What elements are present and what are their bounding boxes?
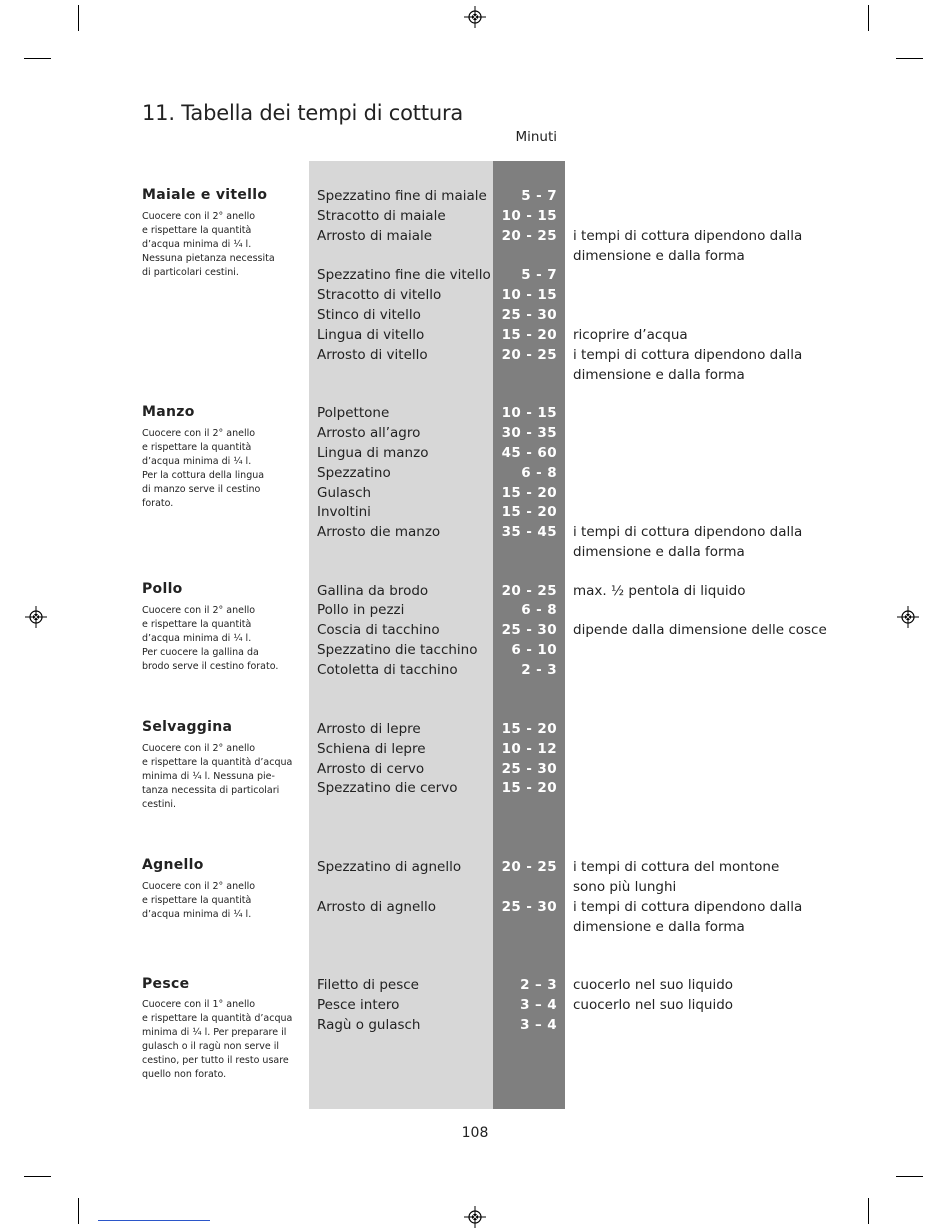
cooking-minutes: 15 - 20 bbox=[501, 485, 557, 501]
dish-name: Involtini bbox=[317, 504, 371, 520]
cooking-minutes: 2 – 3 bbox=[520, 977, 557, 993]
dish-name: Schiena di lepre bbox=[317, 741, 426, 757]
category-title: Agnello bbox=[142, 857, 204, 873]
cooking-minutes: 25 - 30 bbox=[501, 761, 557, 777]
cooking-minutes: 10 - 15 bbox=[501, 208, 557, 224]
dish-name: Stinco di vitello bbox=[317, 307, 421, 323]
dish-name: Arrosto all’agro bbox=[317, 425, 421, 441]
cooking-minutes: 6 - 8 bbox=[521, 465, 557, 481]
dish-name: Cotoletta di tacchino bbox=[317, 662, 458, 678]
dish-name: Spezzatino die cervo bbox=[317, 780, 458, 796]
cooking-minutes: 3 – 4 bbox=[520, 1017, 557, 1033]
cooking-minutes: 3 – 4 bbox=[520, 997, 557, 1013]
category-description: Cuocere con il 1° anello e rispettare la quantità d’acqua minima di ¼ l. Per preparare il gulasch o il ragù non serve il cestino, per tutto il resto usare quello non forato. bbox=[142, 999, 293, 1080]
category-description: Cuocere con il 2° anello e rispettare la quantità d’acqua minima di ¼ l. Nessuna pietanza necessita di particolari cestini. bbox=[142, 211, 275, 278]
cooking-minutes: 2 - 3 bbox=[521, 662, 557, 678]
cooking-minutes: 25 - 30 bbox=[501, 899, 557, 915]
cooking-minutes: 25 - 30 bbox=[501, 622, 557, 638]
cooking-note: i tempi di cottura dipendono dalla dimensione e dalla forma bbox=[573, 347, 803, 383]
dish-name: Spezzatino bbox=[317, 465, 391, 481]
minutes-column-header: Minuti bbox=[515, 129, 557, 145]
cooking-note: cuocerlo nel suo liquido bbox=[573, 997, 734, 1013]
cooking-minutes: 15 - 20 bbox=[501, 721, 557, 737]
category-description: Cuocere con il 2° anello e rispettare la quantità d’acqua minima di ¼ l. bbox=[142, 881, 256, 920]
cooking-note: i tempi di cottura dipendono dalla dimensione e dalla forma bbox=[573, 228, 803, 264]
crop-mark bbox=[24, 58, 51, 59]
cooking-minutes: 5 - 7 bbox=[521, 267, 557, 283]
cooking-minutes: 10 - 12 bbox=[501, 741, 557, 757]
dish-name: Arrosto die manzo bbox=[317, 524, 441, 540]
category-title: Manzo bbox=[142, 404, 195, 420]
cooking-minutes: 35 - 45 bbox=[501, 524, 557, 540]
registration-mark-icon bbox=[464, 1206, 486, 1228]
cooking-note: max. ½ pentola di liquido bbox=[573, 583, 746, 599]
dish-name: Spezzatino die tacchino bbox=[317, 642, 478, 658]
dish-name: Arrosto di vitello bbox=[317, 347, 428, 363]
dish-name: Arrosto di agnello bbox=[317, 899, 437, 915]
dish-name: Lingua di vitello bbox=[317, 327, 425, 343]
dish-name: Spezzatino fine die vitello bbox=[317, 267, 491, 283]
crop-mark bbox=[896, 58, 923, 59]
dish-name: Spezzatino di agnello bbox=[317, 859, 462, 875]
cooking-minutes: 20 - 25 bbox=[501, 228, 557, 244]
category-description: Cuocere con il 2° anello e rispettare la quantità d’acqua minima di ¼ l. Nessuna pie- tanza necessita di particolari cestini. bbox=[142, 743, 293, 810]
category-description: Cuocere con il 2° anello e rispettare la quantità d’acqua minima di ¼ l. Per la cottura della lingua di manzo serve il cestino forato. bbox=[142, 428, 265, 509]
registration-mark-icon bbox=[464, 6, 486, 28]
cooking-minutes: 15 - 20 bbox=[501, 327, 557, 343]
registration-mark-icon bbox=[897, 606, 919, 628]
dish-name: Arrosto di maiale bbox=[317, 228, 433, 244]
dish-name: Filetto di pesce bbox=[317, 977, 419, 993]
category-title: Pesce bbox=[142, 976, 190, 992]
cooking-minutes: 20 - 25 bbox=[501, 583, 557, 599]
dish-name: Gulasch bbox=[317, 485, 372, 501]
cooking-minutes: 6 - 8 bbox=[521, 602, 557, 618]
cooking-minutes: 15 - 20 bbox=[501, 780, 557, 796]
cooking-note: i tempi di cottura del montone sono più lunghi bbox=[573, 859, 780, 895]
crop-mark bbox=[24, 1176, 51, 1177]
cooking-note: ricoprire d’acqua bbox=[573, 327, 688, 343]
page-number: 108 bbox=[461, 1125, 489, 1141]
cooking-note: i tempi di cottura dipendono dalla dimensione e dalla forma bbox=[573, 524, 803, 560]
dish-name: Gallina da brodo bbox=[317, 583, 429, 599]
dish-name: Lingua di manzo bbox=[317, 445, 429, 461]
cooking-minutes: 5 - 7 bbox=[521, 188, 557, 204]
cooking-minutes: 10 - 15 bbox=[501, 405, 557, 421]
category-description: Cuocere con il 2° anello e rispettare la quantità d’acqua minima di ¼ l. Per cuocere la gallina da brodo serve il cestino forato. bbox=[142, 605, 279, 672]
crop-mark bbox=[868, 5, 869, 31]
cooking-minutes: 20 - 25 bbox=[501, 859, 557, 875]
cooking-minutes: 30 - 35 bbox=[501, 425, 557, 441]
crop-mark bbox=[78, 1198, 79, 1224]
dish-name: Polpettone bbox=[317, 405, 390, 421]
cooking-minutes: 20 - 25 bbox=[501, 347, 557, 363]
cooking-minutes: 45 - 60 bbox=[501, 445, 557, 461]
crop-mark bbox=[78, 5, 79, 31]
cooking-note: dipende dalla dimensione delle cosce bbox=[573, 622, 827, 638]
cooking-minutes: 6 - 10 bbox=[511, 642, 557, 658]
registration-mark-icon bbox=[25, 606, 47, 628]
dish-name: Arrosto di lepre bbox=[317, 721, 421, 737]
dish-name: Spezzatino fine di maiale bbox=[317, 188, 487, 204]
page-title: 11. Tabella dei tempi di cottura bbox=[142, 101, 464, 125]
category-title: Selvaggina bbox=[142, 719, 233, 735]
footer-rule bbox=[98, 1220, 210, 1221]
crop-mark bbox=[896, 1176, 923, 1177]
category-title: Pollo bbox=[142, 581, 183, 597]
cooking-note: cuocerlo nel suo liquido bbox=[573, 977, 734, 993]
cooking-minutes: 25 - 30 bbox=[501, 307, 557, 323]
cooking-note: i tempi di cottura dipendono dalla dimensione e dalla forma bbox=[573, 899, 803, 935]
dish-name: Arrosto di cervo bbox=[317, 761, 425, 777]
dish-name: Ragù o gulasch bbox=[317, 1017, 421, 1033]
dish-name: Coscia di tacchino bbox=[317, 622, 440, 638]
dish-name: Pollo in pezzi bbox=[317, 602, 405, 618]
cooking-minutes: 15 - 20 bbox=[501, 504, 557, 520]
dish-name: Pesce intero bbox=[317, 997, 400, 1013]
crop-mark bbox=[868, 1198, 869, 1224]
cooking-minutes: 10 - 15 bbox=[501, 287, 557, 303]
category-title: Maiale e vitello bbox=[142, 187, 268, 203]
dish-name: Stracotto di vitello bbox=[317, 287, 442, 303]
dish-name: Stracotto di maiale bbox=[317, 208, 446, 224]
